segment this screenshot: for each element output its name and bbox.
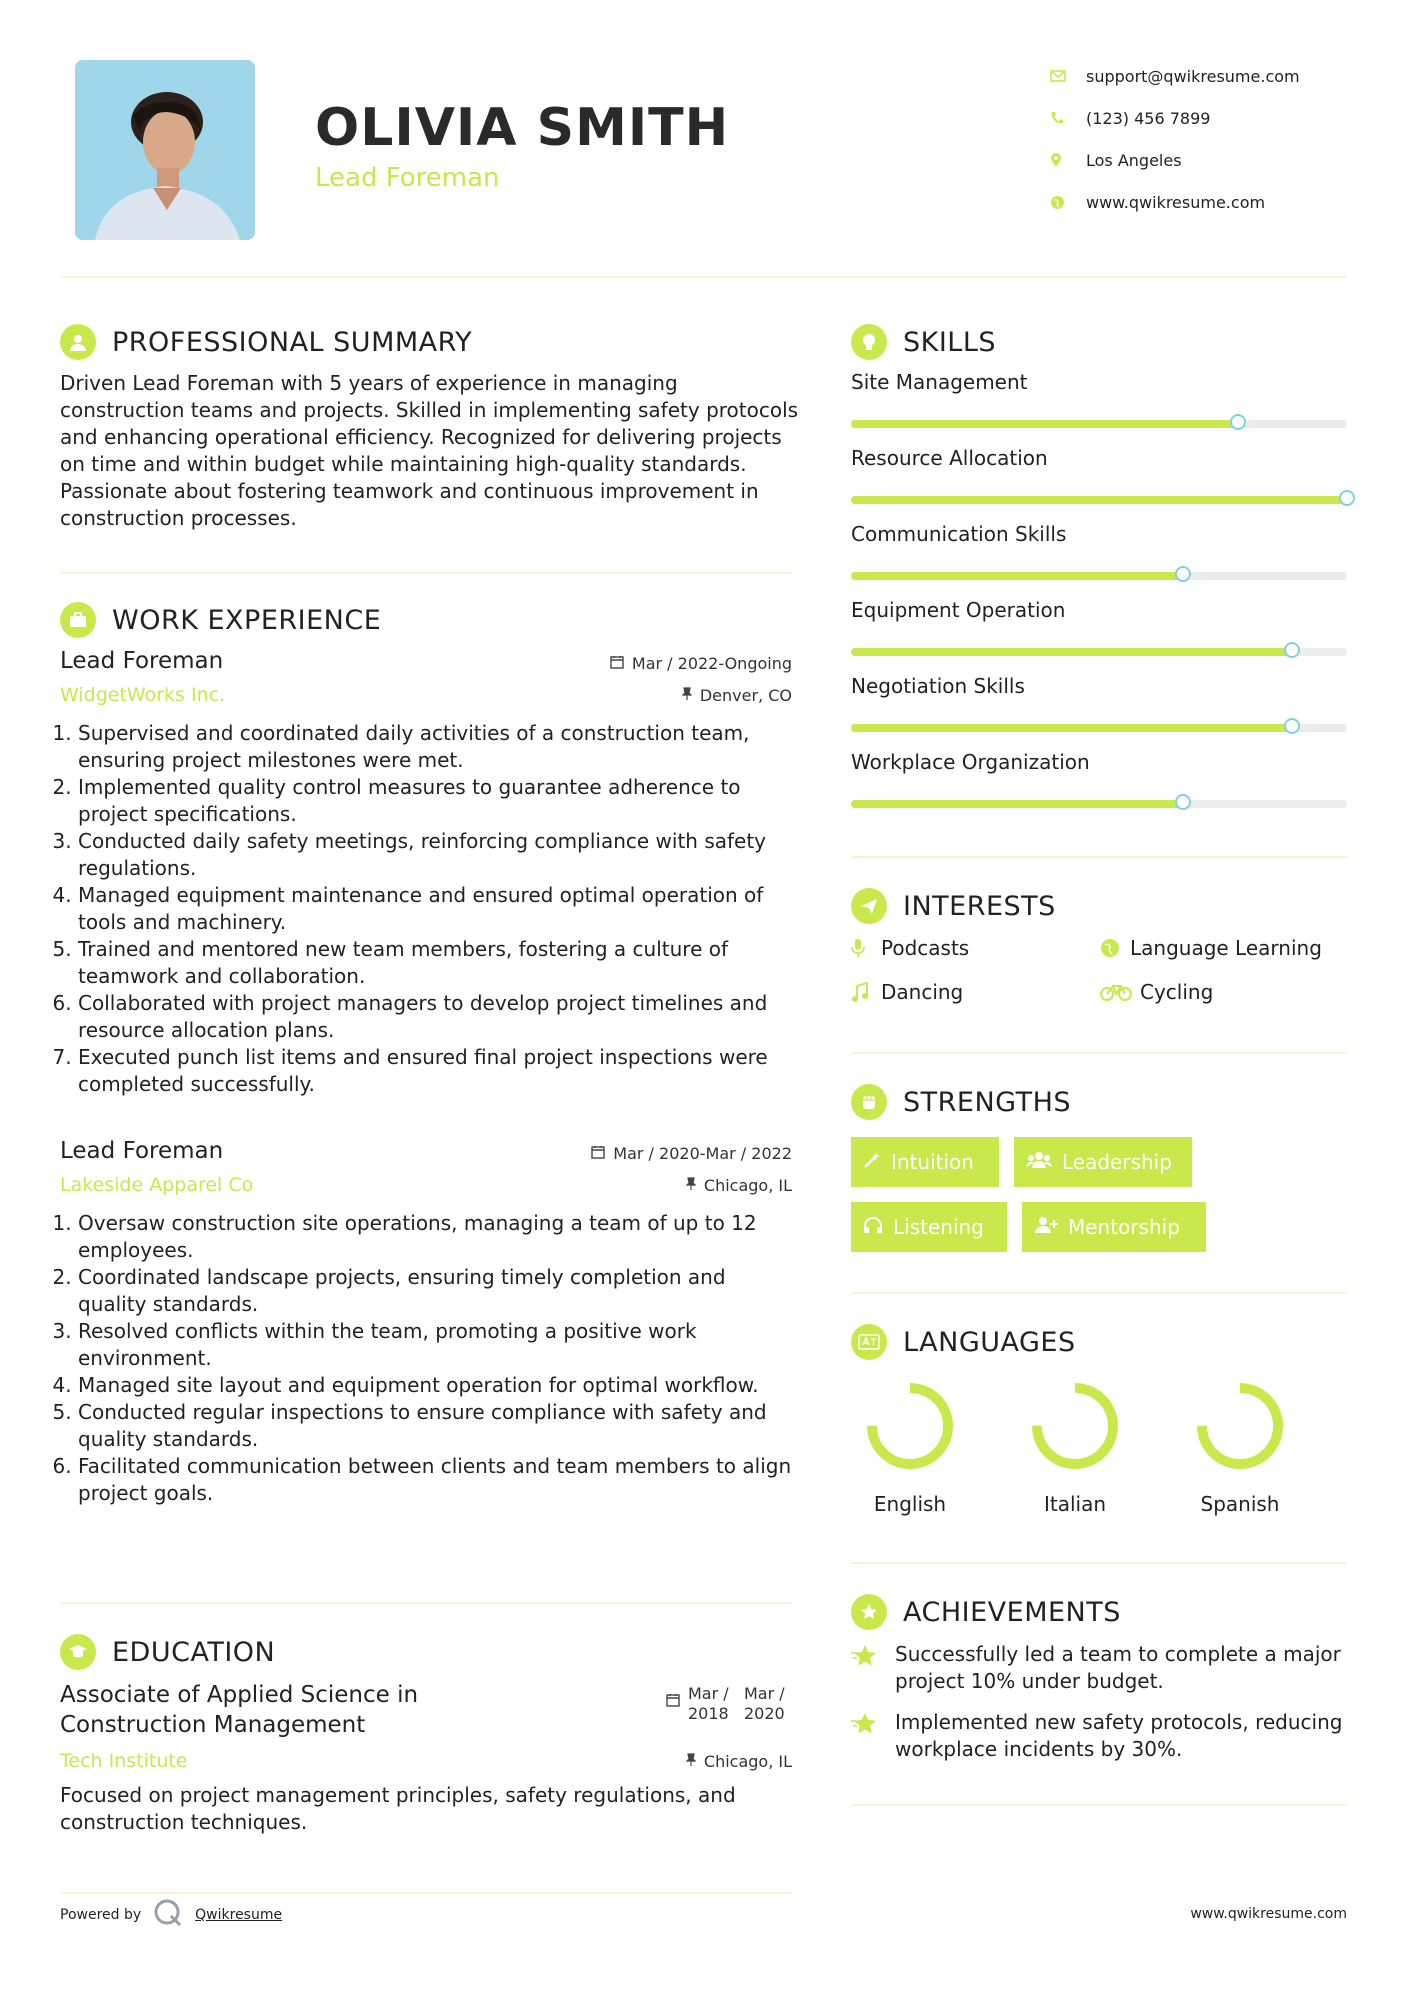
job-bullet: 3. Conducted daily safety meetings, reinforcing compliance with safety regulations. [78,828,792,882]
job-location [682,686,792,705]
job-entry-1 [60,648,792,1098]
calendar-icon [610,654,624,673]
headphones-icon [863,1215,883,1239]
school-name: Tech Institute [60,1750,188,1772]
job-company: Lakeside Apparel Co [60,1174,254,1196]
skill-bar-knob [1284,642,1300,658]
job-bullet: 1. Oversaw construction site operations, managing a team of up to 12 employees. [78,1210,792,1264]
interest-label: Dancing [881,980,964,1004]
user-plus-icon [1034,1215,1058,1239]
skill-name: Site Management [851,370,1028,394]
calendar-icon [666,1692,680,1711]
interest-label: Language Learning [1130,936,1322,960]
job-date [610,654,792,673]
job-location [686,1176,792,1195]
skill-row [851,370,1347,428]
graduation-icon [60,1634,96,1670]
education-entry [60,1680,792,1836]
qwikresume-logo-icon [153,1898,183,1932]
globe-icon [1050,195,1086,210]
summary-text: Driven Lead Foreman with 5 years of experience in managing construction teams and projects. Skilled in implementing safety protocols and enhancing operational efficiency. Recognized for delivering projects on time and within budget while maintaining high-quality standards. Passionate about fostering teamwork and continuous improvement in construction processes. [60,371,799,530]
contact-phone[interactable] [1050,97,1300,139]
trophy-star-icon [851,1709,895,1763]
skill-bar-knob [1175,794,1191,810]
skill-bar-fill [851,648,1292,656]
contact-location [1050,139,1300,181]
job-bullet: 6. Facilitated communication between clients and team members to align project goals. [78,1453,792,1507]
education-location-text: Chicago, IL [703,1751,792,1771]
job-location-text: Chicago, IL [703,1175,792,1195]
skill-bar-fill [851,420,1238,428]
language-ring [1190,1376,1290,1476]
job-bullet: 1. Supervised and coordinated daily activities of a construction team, ensuring project milestones were met. [78,720,792,774]
education-start: Mar / 2018 [688,1684,729,1723]
language-item [1010,1376,1140,1516]
fist-icon [851,1084,887,1120]
education-divider [60,1892,792,1894]
skills-divider [851,856,1347,858]
strength-chip-leadership [1014,1137,1192,1187]
calendar-icon [591,1144,605,1163]
portrait-image [75,60,255,240]
job-location-text: Denver, CO [699,685,792,705]
user-icon [60,324,96,360]
interest-podcasts [851,936,969,960]
magic-wand-icon [863,1150,881,1174]
education-end: Mar / 2020 [744,1684,785,1723]
job-bullet: 7. Executed punch list items and ensured final project inspections were completed successfully. [78,1044,792,1098]
paper-plane-icon [851,888,887,924]
achievement-item [851,1641,1351,1695]
globe-icon [1100,938,1130,958]
skill-row [851,446,1347,504]
education-dates [666,1684,792,1724]
skill-bar-fill [851,496,1347,504]
phone-icon [1050,111,1086,125]
footer-website[interactable]: www.qwikresume.com [1190,1906,1347,1922]
envelope-icon [1050,70,1086,82]
interests-heading [851,888,1056,924]
education-location [686,1752,792,1771]
language-label: English [873,1492,947,1516]
strength-chip-intuition [851,1137,999,1187]
summary-divider [60,572,792,574]
profile-photo [75,60,255,240]
job-bullet: 2. Implemented quality control measures to guarantee adherence to project specifications. [78,774,792,828]
strength-label: Mentorship [1068,1215,1180,1239]
translate-icon [851,1324,887,1360]
interests-divider [851,1052,1347,1054]
contact-list [1050,55,1300,223]
job-company: WidgetWorks Inc. [60,684,226,706]
job-bullet: 5. Trained and mentored new team members, fostering a culture of teamwork and collaboration. [78,936,792,990]
interest-cycling [1100,980,1213,1004]
bicycle-icon [1100,983,1140,1001]
skill-bar-track [851,800,1347,808]
microphone-icon [851,938,881,958]
job-bullet: 5. Conducted regular inspections to ensure compliance with safety and quality standards. [78,1399,792,1453]
interest-label: Cycling [1140,980,1214,1004]
job-bullet-list [60,1210,792,1507]
skill-name: Resource Allocation [851,446,1048,470]
degree-title: Associate of Applied Science in Construction Management [60,1682,419,1738]
language-label: Italian [1043,1492,1107,1516]
language-ring [860,1376,960,1476]
language-ring-arc [872,1388,948,1464]
skill-bar-knob [1284,718,1300,734]
contact-phone-text: (123) 456 7899 [1086,108,1211,128]
language-label: Spanish [1200,1492,1280,1516]
briefcase-icon [60,602,96,638]
music-note-icon [851,982,881,1002]
job-date [591,1144,792,1163]
skill-row [851,598,1347,656]
interest-dancing [851,980,963,1004]
achievements-heading-text: ACHIEVEMENTS [903,1596,1121,1628]
language-item [1175,1376,1305,1516]
candidate-name: OLIVIA SMITH [315,98,730,158]
job-bullet: 6. Collaborated with project managers to develop project timelines and resource allocation plans. [78,990,792,1044]
header-divider [60,276,1347,278]
experience-heading [60,602,381,638]
skill-bar-track [851,420,1347,428]
trophy-star-icon [851,1641,895,1695]
contact-location-text: Los Angeles [1086,150,1182,170]
experience-heading-text: WORK EXPERIENCE [112,604,382,636]
job-title: Lead Foreman [60,648,224,674]
map-pin-icon [1050,152,1086,168]
skill-name: Workplace Organization [851,750,1090,774]
achievements-divider [851,1804,1347,1806]
pushpin-icon [686,1752,696,1771]
achievement-item [851,1709,1351,1763]
skill-row [851,522,1347,580]
education-description: Focused on project management principles, safety regulations, and construction techniques. [60,1783,736,1834]
contact-website[interactable] [1050,181,1300,223]
strengths-divider [851,1292,1347,1294]
language-ring [1025,1376,1125,1476]
powered-by-label: Powered by [60,1907,142,1923]
strengths-heading [851,1084,1071,1120]
interest-label: Podcasts [881,936,970,960]
achievement-text: Implemented new safety protocols, reducing workplace incidents by 30%. [895,1710,1343,1761]
languages-heading-text: LANGUAGES [903,1326,1076,1358]
skill-bar-track [851,572,1347,580]
skill-bar-fill [851,800,1183,808]
job-bullet: 3. Resolved conflicts within the team, promoting a positive work environment. [78,1318,792,1372]
strengths-heading-text: STRENGTHS [903,1086,1072,1118]
skill-row [851,674,1347,732]
skill-bar-track [851,648,1347,656]
skill-bar-fill [851,572,1183,580]
education-heading-text: EDUCATION [112,1636,276,1668]
experience-divider [60,1602,792,1604]
skills-heading [851,324,996,360]
skill-row [851,750,1347,808]
skill-bar-fill [851,724,1292,732]
contact-website-text: www.qwikresume.com [1086,192,1266,212]
job-bullet: 4. Managed equipment maintenance and ensured optimal operation of tools and machinery. [78,882,792,936]
candidate-role: Lead Foreman [315,163,500,193]
skill-bar-knob [1175,566,1191,582]
strength-label: Listening [893,1215,984,1239]
pushpin-icon [682,686,692,705]
footer-powered-by [60,1898,282,1932]
users-icon [1026,1150,1052,1174]
star-badge-icon [851,1594,887,1630]
job-entry-2 [60,1138,792,1507]
skill-bar-knob [1339,490,1355,506]
job-bullet-list [60,720,792,1098]
language-item [845,1376,975,1516]
language-ring-arc [1037,1388,1113,1464]
job-title: Lead Foreman [60,1138,224,1164]
lightbulb-icon [851,324,887,360]
languages-heading [851,1324,1076,1360]
achievement-text: Successfully led a team to complete a major project 10% under budget. [895,1642,1341,1693]
skill-bar-track [851,496,1347,504]
skill-bar-track [851,724,1347,732]
skill-bar-knob [1230,414,1246,430]
achievements-heading [851,1594,1121,1630]
summary-heading [60,324,472,360]
interests-heading-text: INTERESTS [903,890,1056,922]
education-heading [60,1634,275,1670]
skill-name: Equipment Operation [851,598,1066,622]
pushpin-icon [686,1176,696,1195]
job-bullet: 4. Managed site layout and equipment operation for optimal workflow. [78,1372,792,1399]
strength-chip-mentorship [1022,1202,1206,1252]
interest-language-learning [1100,936,1322,960]
strength-chip-listening [851,1202,1007,1252]
job-date-text: Mar / 2022-Ongoing [631,654,792,673]
skill-name: Communication Skills [851,522,1067,546]
skills-heading-text: SKILLS [903,326,997,358]
contact-email[interactable] [1050,55,1300,97]
job-bullet: 2. Coordinated landscape projects, ensuring timely completion and quality standards. [78,1264,792,1318]
strength-label: Intuition [891,1150,974,1174]
language-ring-arc [1202,1388,1278,1464]
strength-label: Leadership [1062,1150,1172,1174]
job-date-text: Mar / 2020-Mar / 2022 [613,1144,792,1163]
qwikresume-link[interactable]: Qwikresume [195,1907,283,1923]
languages-divider [851,1562,1347,1564]
contact-email-text: support@qwikresume.com [1086,66,1300,86]
skill-name: Negotiation Skills [851,674,1025,698]
summary-heading-text: PROFESSIONAL SUMMARY [112,326,473,358]
